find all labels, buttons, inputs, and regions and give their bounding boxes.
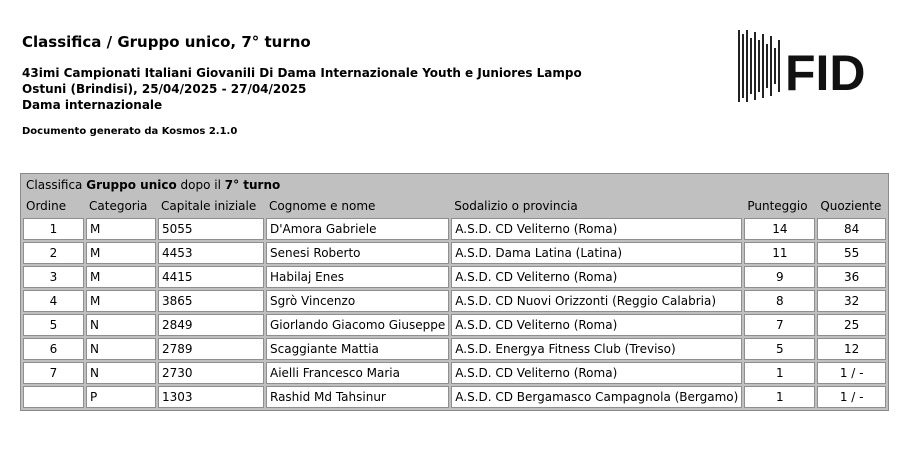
fid-logo xyxy=(737,30,889,102)
table-row xyxy=(23,290,886,312)
caption-round: 7° turno xyxy=(224,178,281,192)
table-row xyxy=(23,242,886,264)
cell-nome: D'Amora Gabriele xyxy=(266,218,449,240)
cell-sodalizio: A.S.D. CD Nuovi Orizzonti (Reggio Calabria) xyxy=(451,290,742,312)
cell-categoria: N xyxy=(86,362,156,384)
cell-sodalizio: A.S.D. CD Veliterno (Roma) xyxy=(451,218,742,240)
cell-nome: Sgrò Vincenzo xyxy=(266,290,449,312)
caption-group: Gruppo unico xyxy=(86,178,177,192)
col-capitale: Capitale iniziale xyxy=(158,196,264,216)
cell-ordine: 5 xyxy=(23,314,84,336)
event-discipline: Dama internazionale xyxy=(22,98,163,112)
cell-categoria: N xyxy=(86,338,156,360)
cell-quoziente: 1 / - xyxy=(817,362,886,384)
cell-sodalizio: A.S.D. CD Veliterno (Roma) xyxy=(451,362,742,384)
cell-categoria: M xyxy=(86,266,156,288)
cell-punteggio: 1 xyxy=(744,362,815,384)
cell-capitale: 4415 xyxy=(158,266,264,288)
cell-nome: Habilaj Enes xyxy=(266,266,449,288)
cell-punteggio: 7 xyxy=(744,314,815,336)
cell-ordine: 6 xyxy=(23,338,84,360)
page-title: Classifica / Gruppo unico, 7° turno xyxy=(22,33,311,51)
caption-prefix: Classifica xyxy=(26,178,87,192)
col-ordine: Ordine xyxy=(23,196,84,216)
table-row xyxy=(23,386,886,408)
cell-nome: Aielli Francesco Maria xyxy=(266,362,449,384)
cell-quoziente: 32 xyxy=(817,290,886,312)
table-row xyxy=(23,314,886,336)
cell-capitale: 5055 xyxy=(158,218,264,240)
generator-note: Documento generato da Kosmos 2.1.0 xyxy=(22,126,238,137)
table-row xyxy=(23,266,886,288)
cell-ordine: 1 xyxy=(23,218,84,240)
cell-quoziente: 55 xyxy=(817,242,886,264)
cell-ordine: 2 xyxy=(23,242,84,264)
cell-categoria: M xyxy=(86,290,156,312)
table-caption xyxy=(23,176,886,194)
cell-ordine: 3 xyxy=(23,266,84,288)
cell-punteggio: 9 xyxy=(744,266,815,288)
cell-sodalizio: A.S.D. CD Veliterno (Roma) xyxy=(451,314,742,336)
cell-quoziente: 84 xyxy=(817,218,886,240)
cell-sodalizio: A.S.D. Dama Latina (Latina) xyxy=(451,242,742,264)
cell-sodalizio: A.S.D. Energya Fitness Club (Treviso) xyxy=(451,338,742,360)
cell-categoria: M xyxy=(86,218,156,240)
table-row xyxy=(23,338,886,360)
cell-quoziente: 36 xyxy=(817,266,886,288)
cell-punteggio: 14 xyxy=(744,218,815,240)
cell-capitale: 1303 xyxy=(158,386,264,408)
cell-ordine: 4 xyxy=(23,290,84,312)
cell-punteggio: 1 xyxy=(744,386,815,408)
cell-categoria: N xyxy=(86,314,156,336)
standings-table xyxy=(20,173,889,411)
col-quoziente: Quoziente xyxy=(817,196,886,216)
cell-quoziente: 1 / - xyxy=(817,386,886,408)
caption-middle: dopo il xyxy=(176,178,225,192)
cell-punteggio: 5 xyxy=(744,338,815,360)
cell-sodalizio: A.S.D. CD Veliterno (Roma) xyxy=(451,266,742,288)
cell-quoziente: 12 xyxy=(817,338,886,360)
table-row xyxy=(23,218,886,240)
col-nome: Cognome e nome xyxy=(266,196,449,216)
cell-punteggio: 11 xyxy=(744,242,815,264)
svg-text:FID: FID xyxy=(785,45,866,101)
cell-categoria: P xyxy=(86,386,156,408)
cell-ordine xyxy=(23,386,84,408)
cell-punteggio: 8 xyxy=(744,290,815,312)
event-name: 43imi Campionati Italiani Giovanili Di Dama Internazionale Youth e Juniores Lampo xyxy=(22,66,582,80)
col-categoria: Categoria xyxy=(86,196,156,216)
cell-sodalizio: A.S.D. CD Bergamasco Campagnola (Bergamo) xyxy=(451,386,742,408)
cell-ordine: 7 xyxy=(23,362,84,384)
table-row xyxy=(23,362,886,384)
cell-capitale: 2730 xyxy=(158,362,264,384)
cell-nome: Scaggiante Mattia xyxy=(266,338,449,360)
cell-capitale: 2789 xyxy=(158,338,264,360)
document-header xyxy=(22,33,702,137)
event-place-date: Ostuni (Brindisi), 25/04/2025 - 27/04/2025 xyxy=(22,82,307,96)
cell-capitale: 2849 xyxy=(158,314,264,336)
cell-categoria: M xyxy=(86,242,156,264)
col-sodalizio: Sodalizio o provincia xyxy=(451,196,742,216)
cell-capitale: 3865 xyxy=(158,290,264,312)
cell-capitale: 4453 xyxy=(158,242,264,264)
cell-nome: Rashid Md Tahsinur xyxy=(266,386,449,408)
table-header-row xyxy=(23,196,886,216)
cell-nome: Giorlando Giacomo Giuseppe xyxy=(266,314,449,336)
col-punteggio: Punteggio xyxy=(744,196,815,216)
cell-nome: Senesi Roberto xyxy=(266,242,449,264)
cell-quoziente: 25 xyxy=(817,314,886,336)
